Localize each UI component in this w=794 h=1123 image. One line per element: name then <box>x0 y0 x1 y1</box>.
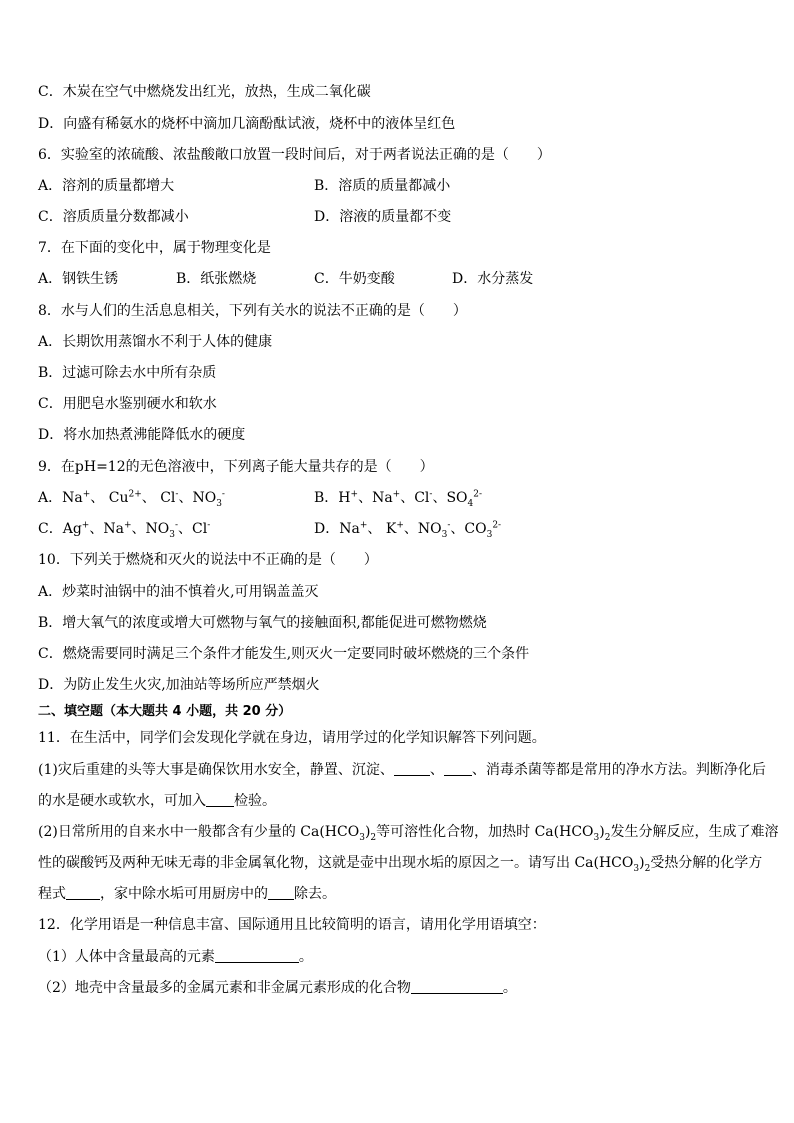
q11-blank-1[interactable] <box>394 761 430 776</box>
q9-option-a: A．Na+、 $Cu^{2+}$、 Cl-、$NO_3^-$ <box>38 489 225 509</box>
section-title-fill-in: 二、填空题（本大题共 4 小题，共 20 分） <box>38 704 292 719</box>
q6-option-a: A．溶剂的质量都增大 <box>38 178 175 194</box>
q9-option-d: D．Na+、 K+、$NO_3^-$、$CO_3^{2-}$ <box>314 520 502 540</box>
q9-stem: 9．在pH=12的无色溶液中，下列离子能大量共存的是（ ） <box>38 459 434 475</box>
q5-option-c: C．木炭在空气中燃烧发出红光，放热，生成二氧化碳 <box>38 84 371 100</box>
q7-option-c: C．牛奶变酸 <box>314 271 395 287</box>
q11-blank-3[interactable] <box>206 792 234 807</box>
q9-option-b: B．H+、Na+、Cl-、$SO_4^{2-}$ <box>314 489 483 509</box>
q11-part2-line2: 性的碳酸钙及两种无味无毒的非金属氧化物，这就是壶中出现水垢的原因之一。请写出 $Ca(HCO_3)_2$受热分解的化学方 <box>38 855 763 874</box>
q12-part2: （2）地壳中含量最多的金属元素和非金属元素形成的化合物 。 <box>38 980 517 996</box>
q11-blank-4[interactable] <box>66 885 100 900</box>
q10-option-c: C．燃烧需要同时满足三个条件才能发生,则灭火一定要同时破坏燃烧的三个条件 <box>38 646 530 662</box>
q6-option-c: C．溶质质量分数都减小 <box>38 209 189 225</box>
q8-stem: 8．水与人们的生活息息相关，下列有关水的说法不正确的是（ ） <box>38 303 467 319</box>
q11-blank-5[interactable] <box>268 885 294 900</box>
q8-option-b: B．过滤可除去水中所有杂质 <box>38 365 217 381</box>
q12-blank-2[interactable] <box>411 979 503 994</box>
q11-blank-2[interactable] <box>444 761 472 776</box>
q7-option-a: A．钢铁生锈 <box>38 271 119 287</box>
q10-option-d: D．为防止发生火灾,加油站等场所应严禁烟火 <box>38 677 320 693</box>
q12-blank-1[interactable] <box>215 948 299 963</box>
q7-option-b: B．纸张燃烧 <box>176 271 257 287</box>
q5-option-d: D．向盛有稀氨水的烧杯中滴加几滴酚酞试液，烧杯中的液体呈红色 <box>38 116 456 132</box>
q8-option-d: D．将水加热煮沸能降低水的硬度 <box>38 427 246 443</box>
q11-stem: 11．在生活中，同学们会发现化学就在身边，请用学过的化学知识解答下列问题。 <box>38 730 546 746</box>
q10-option-b: B．增大氧气的浓度或增大可燃物与氧气的接触面积,都能促进可燃物燃烧 <box>38 615 487 631</box>
q11-part2-line1: (2)日常所用的自来水中一般都含有少量的 $Ca(HCO_3)_2$等可溶性化合物，加热时 $Ca(HCO_3)_2$发生分解反应，生成了难溶 <box>38 824 779 843</box>
q12-part1: （1）人体中含量最高的元素 。 <box>38 949 313 965</box>
q8-option-a: A．长期饮用蒸馏水不利于人体的健康 <box>38 334 273 350</box>
q10-stem: 10．下列关于燃烧和灭火的说法中不正确的是（ ） <box>38 552 378 568</box>
q6-option-b: B．溶质的质量都减小 <box>314 178 451 194</box>
q11-part1-line2: 的水是硬水或软水，可加入 检验。 <box>38 793 276 809</box>
q7-option-d: D．水分蒸发 <box>452 271 534 287</box>
q11-part2-line3: 程式 ，家中除水垢可用厨房中的 除去。 <box>38 886 336 902</box>
q8-option-c: C．用肥皂水鉴别硬水和软水 <box>38 396 217 412</box>
q6-option-d: D．溶液的质量都不变 <box>314 209 452 225</box>
q12-stem: 12．化学用语是一种信息丰富、国际通用且比较简明的语言，请用化学用语填空： <box>38 917 546 933</box>
q7-stem: 7．在下面的变化中，属于物理变化是 <box>38 240 271 256</box>
q6-stem: 6．实验室的浓硫酸、浓盐酸敞口放置一段时间后，对于两者说法正确的是（ ） <box>38 147 551 163</box>
q10-option-a: A．炒菜时油锅中的油不慎着火,可用锅盖盖灭 <box>38 584 319 600</box>
q11-part1-line1: (1)灾后重建的头等大事是确保饮用水安全，静置、沉淀、 、 、消毒杀菌等都是常用的净水方法。判断净化后 <box>38 762 766 778</box>
q9-option-c: C．Ag+、Na+、$NO_3^-$、Cl- <box>38 520 211 540</box>
